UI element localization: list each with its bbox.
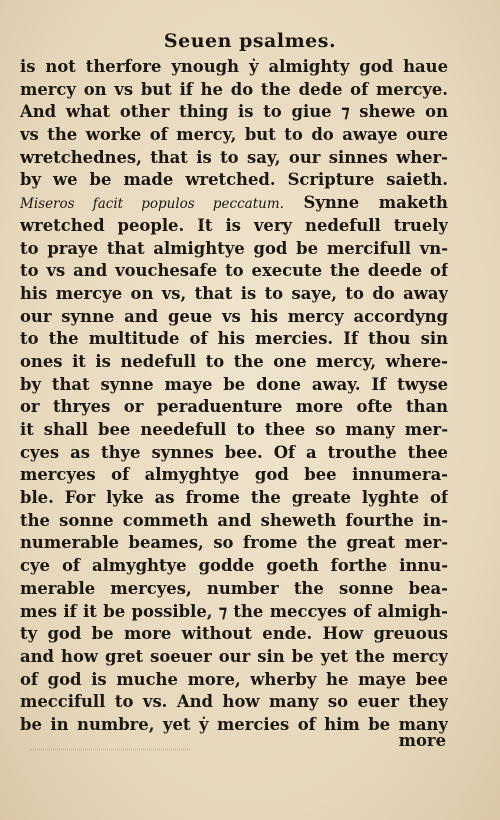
text-line-10: to vs and vouchesafe to execute the deede of	[20, 261, 448, 281]
text-line-29: meccifull to vs. And how many so euer they	[20, 692, 448, 712]
show-through-mark	[30, 749, 190, 762]
text-line-5: wretchednes, that is to say, our sinnes wher-	[20, 147, 448, 167]
text-line-30: be in numbre, yet ẏ mercies of him be many	[20, 714, 448, 734]
running-head: Seuen psalmes.	[163, 30, 337, 52]
text-line-2: mercy on vs but if he do the dede of mercye.	[20, 79, 448, 99]
text-line-25: mes if it be possible, ⁊ the meccyes of almigh-	[20, 601, 448, 621]
text-line-6: by we be made wretched. Scripture saieth.	[20, 170, 448, 190]
text-line-17: it shall bee needefull to thee so many mer-	[20, 420, 448, 439]
text-line-26: ty god be more without ende. How greuous	[20, 624, 448, 644]
text-line-12: our synne and geue vs his mercy accordyng	[20, 306, 448, 326]
text-line-7-english: Synne maketh	[303, 193, 448, 213]
text-line-21: the sonne commeth and sheweth fourthe in-	[20, 510, 448, 530]
text-block	[20, 56, 448, 737]
text-line-20: ble. For lyke as frome the greate lyghte of	[20, 488, 448, 508]
text-line-4: vs the worke of mercy, but to do awaye oure	[20, 125, 448, 145]
text-line-28: of god is muche more, wherby he maye bee	[20, 669, 448, 689]
text-line-14: ones it is nedefull to the one mercy, where-	[20, 351, 448, 371]
text-line-18: cyes as thye synnes bee. Of a trouthe thee	[20, 442, 448, 462]
text-line-27: and how gret soeuer our sin be yet the mercy	[20, 646, 448, 666]
text-line-7	[20, 192, 448, 215]
text-line-8: wretched people. It is very nedefull truely	[20, 215, 448, 235]
text-line-15: by that synne maye be done away. If twyse	[20, 374, 448, 394]
text-line-24: merable mercyes, number the sonne bea-	[20, 578, 448, 598]
text-line-23: cye of almyghtye godde goeth forthe innu-	[20, 556, 448, 576]
text-line-13: to the multitude of his mercies. If thou sin	[20, 329, 448, 349]
catchword: more	[398, 731, 446, 750]
text-line-9: to praye that almightye god be mercifull vn-	[20, 238, 448, 258]
text-line-19: mercyes of almyghtye god bee innumera-	[20, 465, 448, 485]
text-line-11: his mercye on vs, that is to saye, to do away	[20, 283, 448, 303]
text-line-22: numerable beames, so frome the great mer-	[20, 533, 448, 553]
text-line-1: is not therfore ynough ẏ almighty god haue	[20, 57, 448, 76]
text-line-16: or thryes or peraduenture more ofte than	[20, 397, 448, 417]
latin-quotation: Miseros facit populos peccatum.	[20, 196, 284, 213]
text-line-3: And what other thing is to giue ⁊ shewe on	[20, 102, 448, 122]
